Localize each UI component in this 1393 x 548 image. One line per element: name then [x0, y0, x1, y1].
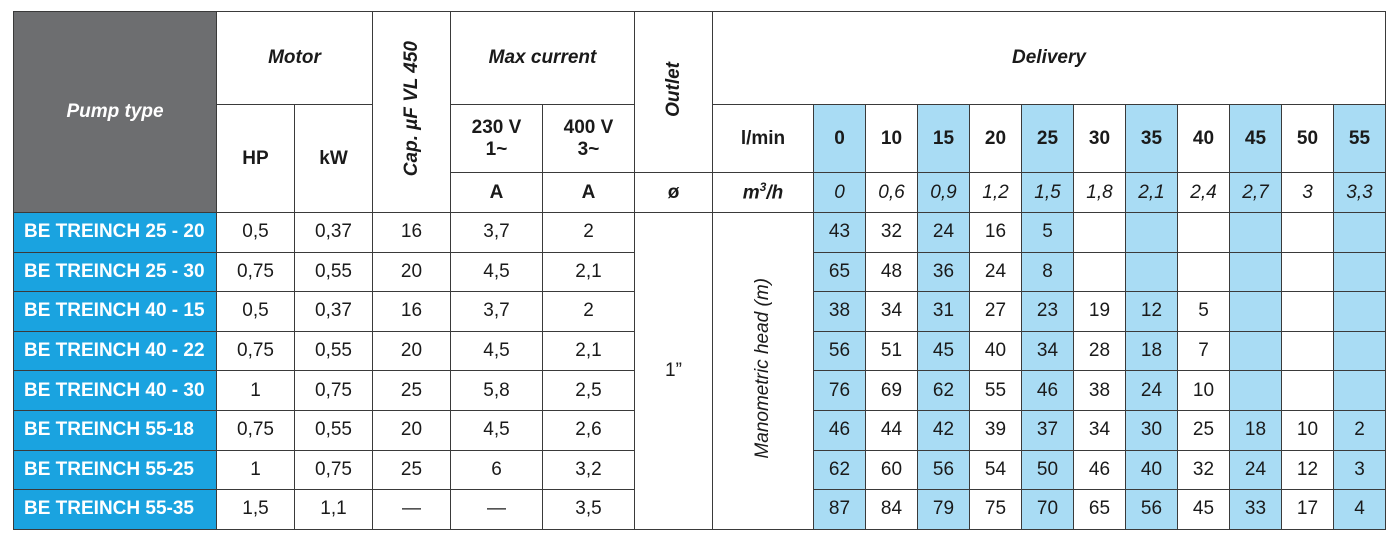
head-value: 44	[866, 410, 918, 450]
pump-performance-table	[13, 11, 1386, 530]
flow-lmin-header: 50	[1282, 105, 1334, 173]
head-value: 24	[970, 252, 1022, 292]
head-value: 18	[1230, 410, 1282, 450]
current-230-value: —	[451, 490, 543, 530]
head-value: 36	[918, 252, 970, 292]
flow-m3h-header: 1,8	[1074, 173, 1126, 213]
flow-lmin-header: 30	[1074, 105, 1126, 173]
head-value	[1230, 252, 1282, 292]
current-230-value: 4,5	[451, 331, 543, 371]
head-value	[1126, 252, 1178, 292]
flow-lmin-header: 10	[866, 105, 918, 173]
head-value: 8	[1022, 252, 1074, 292]
current-230-value: 4,5	[451, 252, 543, 292]
head-value: 84	[866, 490, 918, 530]
head-value: 24	[1126, 371, 1178, 411]
current-400-value: 2	[543, 292, 635, 332]
current-400-value: 2,6	[543, 410, 635, 450]
capacitor-value: 25	[373, 371, 451, 411]
hp-value: 0,5	[217, 292, 295, 332]
voltage-230-header: 230 V 1~	[451, 105, 543, 173]
head-value: 62	[918, 371, 970, 411]
head-value: 65	[814, 252, 866, 292]
current-400-value: 2,5	[543, 371, 635, 411]
capacitor-value: 16	[373, 292, 451, 332]
delivery-header: Delivery	[713, 12, 1386, 105]
kw-value: 1,1	[295, 490, 373, 530]
flow-m3h-header: 2,4	[1178, 173, 1230, 213]
head-value: 46	[1022, 371, 1074, 411]
head-value: 50	[1022, 450, 1074, 490]
hp-value: 0,75	[217, 331, 295, 371]
head-value: 30	[1126, 410, 1178, 450]
head-value: 45	[1178, 490, 1230, 530]
head-value: 55	[970, 371, 1022, 411]
head-value	[1334, 371, 1386, 411]
pump-model-name: BE TREINCH 40 - 22	[14, 331, 217, 371]
head-value	[1282, 331, 1334, 371]
outlet-header: Outlet	[635, 12, 713, 173]
table-row	[14, 213, 1386, 253]
head-value: 76	[814, 371, 866, 411]
head-value	[1282, 252, 1334, 292]
pump-model-name: BE TREINCH 55-35	[14, 490, 217, 530]
head-value: 45	[918, 331, 970, 371]
head-value: 19	[1074, 292, 1126, 332]
capacitor-value: 25	[373, 450, 451, 490]
flow-m3h-header: 2,1	[1126, 173, 1178, 213]
head-value	[1282, 371, 1334, 411]
outlet-value: 1”	[635, 213, 713, 530]
head-value	[1230, 292, 1282, 332]
head-value	[1282, 213, 1334, 253]
head-value: 37	[1022, 410, 1074, 450]
head-value: 10	[1178, 371, 1230, 411]
head-value	[1074, 252, 1126, 292]
head-value: 46	[814, 410, 866, 450]
pump-model-name: BE TREINCH 40 - 15	[14, 292, 217, 332]
capacitor-value: —	[373, 490, 451, 530]
head-value: 24	[1230, 450, 1282, 490]
flow-m3h-header: 1,2	[970, 173, 1022, 213]
kw-value: 0,75	[295, 450, 373, 490]
head-value: 65	[1074, 490, 1126, 530]
head-value: 34	[1074, 410, 1126, 450]
manometric-head-label	[713, 213, 814, 530]
head-value: 51	[866, 331, 918, 371]
head-value: 27	[970, 292, 1022, 332]
kw-value: 0,55	[295, 252, 373, 292]
ampere-230-unit: A	[451, 173, 543, 213]
hp-value: 0,75	[217, 410, 295, 450]
head-value	[1074, 213, 1126, 253]
current-400-value: 2,1	[543, 331, 635, 371]
kw-value: 0,37	[295, 292, 373, 332]
head-value: 28	[1074, 331, 1126, 371]
head-value: 60	[866, 450, 918, 490]
capacitor-value: 20	[373, 410, 451, 450]
hp-value: 1	[217, 450, 295, 490]
head-value: 69	[866, 371, 918, 411]
flow-lmin-header: 20	[970, 105, 1022, 173]
pump-model-name: BE TREINCH 25 - 30	[14, 252, 217, 292]
current-400-value: 3,5	[543, 490, 635, 530]
head-value: 43	[814, 213, 866, 253]
head-value: 56	[918, 450, 970, 490]
head-value: 56	[814, 331, 866, 371]
head-value: 17	[1282, 490, 1334, 530]
flow-m3h-header: 3,3	[1334, 173, 1386, 213]
current-400-value: 3,2	[543, 450, 635, 490]
lmin-unit-label: l/min	[713, 105, 814, 173]
head-value: 54	[970, 450, 1022, 490]
head-value	[1334, 252, 1386, 292]
head-value: 7	[1178, 331, 1230, 371]
head-value: 46	[1074, 450, 1126, 490]
pump-type-header: Pump type	[14, 12, 217, 213]
head-value: 32	[866, 213, 918, 253]
head-value: 18	[1126, 331, 1178, 371]
head-value	[1334, 292, 1386, 332]
flow-lmin-header: 15	[918, 105, 970, 173]
head-value: 31	[918, 292, 970, 332]
head-value: 34	[1022, 331, 1074, 371]
head-value: 33	[1230, 490, 1282, 530]
outlet-unit: ø	[635, 173, 713, 213]
hp-value: 0,75	[217, 252, 295, 292]
motor-header: Motor	[217, 12, 373, 105]
head-value: 16	[970, 213, 1022, 253]
head-value: 48	[866, 252, 918, 292]
head-value	[1230, 213, 1282, 253]
pump-model-name: BE TREINCH 55-18	[14, 410, 217, 450]
head-value: 24	[918, 213, 970, 253]
flow-lmin-header: 40	[1178, 105, 1230, 173]
current-230-value: 6	[451, 450, 543, 490]
head-value: 62	[814, 450, 866, 490]
current-400-value: 2	[543, 213, 635, 253]
head-value	[1178, 213, 1230, 253]
capacitor-header: Cap. µF VL 450	[373, 12, 451, 213]
head-value	[1334, 331, 1386, 371]
head-value: 79	[918, 490, 970, 530]
flow-m3h-header: 1,5	[1022, 173, 1074, 213]
current-230-value: 4,5	[451, 410, 543, 450]
head-value: 32	[1178, 450, 1230, 490]
capacitor-value: 16	[373, 213, 451, 253]
head-value: 2	[1334, 410, 1386, 450]
head-value: 56	[1126, 490, 1178, 530]
head-value: 70	[1022, 490, 1074, 530]
head-value: 42	[918, 410, 970, 450]
flow-lmin-header: 45	[1230, 105, 1282, 173]
current-230-value: 3,7	[451, 213, 543, 253]
head-value: 25	[1178, 410, 1230, 450]
head-value	[1178, 252, 1230, 292]
current-230-value: 3,7	[451, 292, 543, 332]
head-value: 23	[1022, 292, 1074, 332]
hp-value: 0,5	[217, 213, 295, 253]
head-value	[1230, 331, 1282, 371]
current-230-value: 5,8	[451, 371, 543, 411]
head-value: 3	[1334, 450, 1386, 490]
capacitor-value: 20	[373, 331, 451, 371]
head-value: 34	[866, 292, 918, 332]
flow-m3h-header: 0	[814, 173, 866, 213]
hp-header: HP	[217, 105, 295, 213]
flow-m3h-header: 2,7	[1230, 173, 1282, 213]
head-value	[1230, 371, 1282, 411]
head-value: 40	[970, 331, 1022, 371]
head-value: 39	[970, 410, 1022, 450]
flow-lmin-header: 25	[1022, 105, 1074, 173]
kw-value: 0,37	[295, 213, 373, 253]
head-value: 75	[970, 490, 1022, 530]
flow-m3h-header: 3	[1282, 173, 1334, 213]
flow-m3h-header: 0,6	[866, 173, 918, 213]
voltage-400-header: 400 V 3~	[543, 105, 635, 173]
ampere-400-unit: A	[543, 173, 635, 213]
flow-lmin-header: 0	[814, 105, 866, 173]
head-value: 5	[1022, 213, 1074, 253]
current-400-value: 2,1	[543, 252, 635, 292]
head-value: 38	[1074, 371, 1126, 411]
manometric-head-text: Manometric head (m)	[752, 277, 773, 459]
head-value: 40	[1126, 450, 1178, 490]
head-value: 38	[814, 292, 866, 332]
head-value: 12	[1126, 292, 1178, 332]
pump-model-name: BE TREINCH 55-25	[14, 450, 217, 490]
m3h-unit-label: $m^3/h$	[713, 173, 814, 213]
kw-value: 0,55	[295, 410, 373, 450]
flow-lmin-header: 35	[1126, 105, 1178, 173]
max-current-header: Max current	[451, 12, 635, 105]
head-value: 12	[1282, 450, 1334, 490]
head-value	[1282, 292, 1334, 332]
head-value: 5	[1178, 292, 1230, 332]
capacitor-value: 20	[373, 252, 451, 292]
head-value: 10	[1282, 410, 1334, 450]
kw-value: 0,55	[295, 331, 373, 371]
head-value	[1126, 213, 1178, 253]
kw-header: kW	[295, 105, 373, 213]
pump-model-name: BE TREINCH 25 - 20	[14, 213, 217, 253]
hp-value: 1	[217, 371, 295, 411]
flow-m3h-header: 0,9	[918, 173, 970, 213]
head-value: 87	[814, 490, 866, 530]
head-value	[1334, 213, 1386, 253]
flow-lmin-header: 55	[1334, 105, 1386, 173]
hp-value: 1,5	[217, 490, 295, 530]
head-value: 4	[1334, 490, 1386, 530]
pump-model-name: BE TREINCH 40 - 30	[14, 371, 217, 411]
kw-value: 0,75	[295, 371, 373, 411]
